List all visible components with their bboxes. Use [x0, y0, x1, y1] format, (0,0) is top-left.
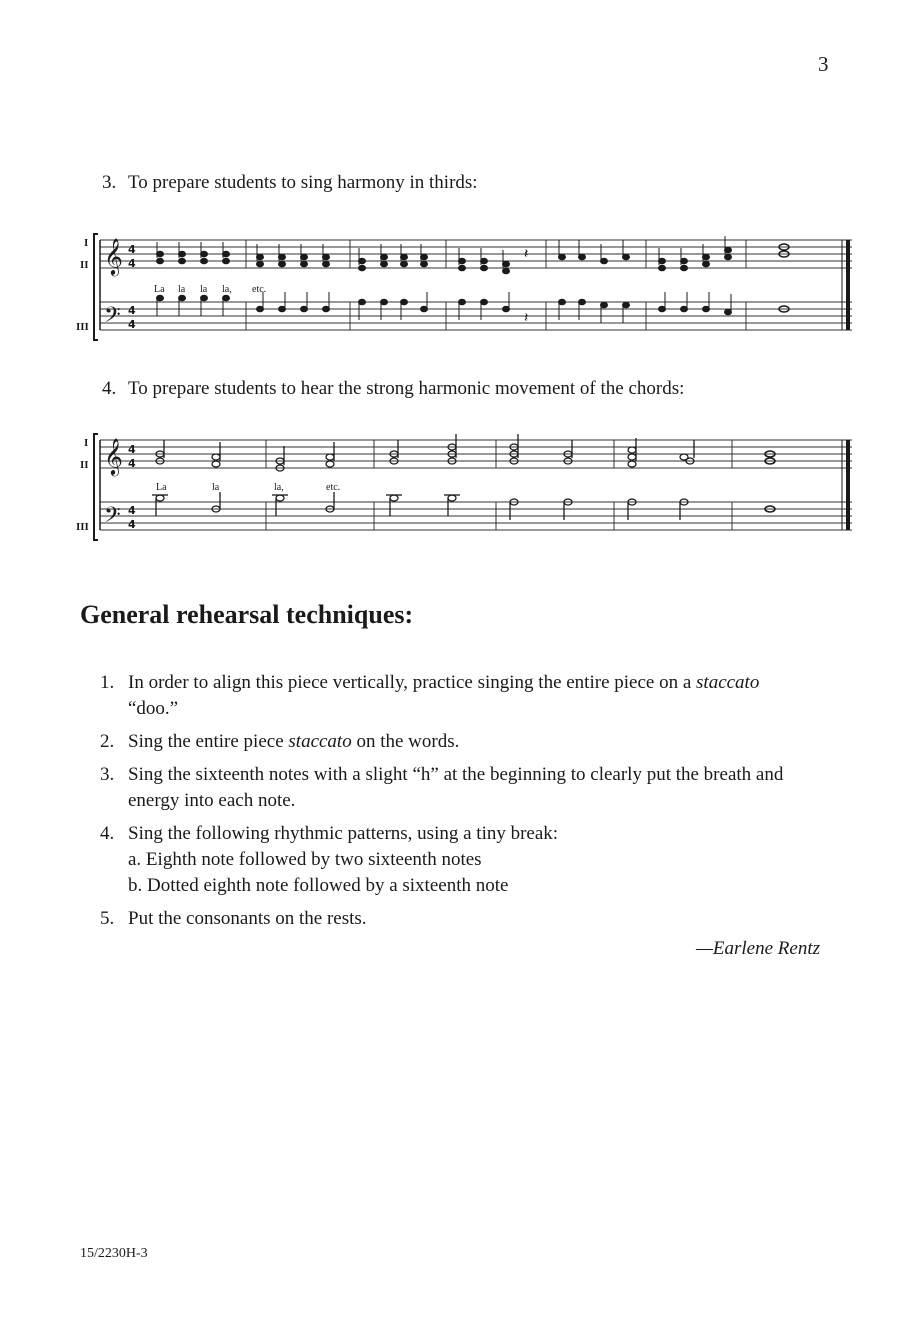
- bass-staff: [100, 302, 852, 330]
- technique-text-end: on the words.: [351, 731, 460, 752]
- score-brace: [94, 234, 98, 340]
- technique-item: [100, 670, 800, 722]
- syllable-4: la,: [222, 284, 232, 295]
- technique-text: Sing the entire piece: [128, 731, 289, 752]
- technique-number: 5.: [100, 908, 115, 929]
- part-label-1: I: [84, 437, 89, 449]
- part-label-2: II: [80, 259, 89, 271]
- syllable-3: la,: [274, 482, 284, 493]
- technique-text: Sing the following rhythmic patterns, using a tiny break:: [128, 823, 559, 844]
- part-label-1: I: [84, 237, 89, 249]
- syllable-1: La: [154, 284, 165, 295]
- treble-syllables: [156, 482, 340, 493]
- section-heading: General rehearsal techniques:: [80, 600, 414, 629]
- treble-clef-icon: 𝄞: [104, 437, 123, 475]
- technique-subitem-b: b. Dotted eighth note followed by a sixteenth note: [128, 875, 509, 896]
- technique-text-end: “doo.”: [128, 698, 179, 719]
- time-signature-top: 4: [128, 443, 136, 456]
- syllable-3: la: [200, 284, 208, 295]
- technique-item: [100, 762, 800, 814]
- bass-staff: [100, 502, 852, 530]
- bass-clef-icon: 𝄢: [104, 503, 121, 533]
- treble-staff: [100, 240, 852, 268]
- time-signature-bottom-bass: 4: [128, 318, 136, 331]
- technique-text: Put the consonants on the rests.: [128, 908, 367, 929]
- syllable-2: la: [212, 482, 220, 493]
- exercise-3-number: 3.: [102, 172, 117, 193]
- time-signature-top-bass: 4: [128, 504, 136, 517]
- exercise-4-text: To prepare students to hear the strong harmonic movement of the chords:: [128, 378, 685, 399]
- technique-item: [100, 729, 800, 755]
- treble-syllables: [154, 284, 266, 295]
- technique-item: [100, 906, 800, 932]
- syllable-2: la: [178, 284, 186, 295]
- time-signature-bottom: 4: [128, 457, 136, 470]
- technique-item: [100, 821, 800, 899]
- technique-number: 3.: [100, 764, 115, 785]
- syllable-4: etc.: [326, 482, 341, 493]
- svg-text:𝄽: 𝄽: [524, 247, 529, 262]
- author-signature: —Earlene Rentz: [695, 938, 820, 959]
- time-signature-top-bass: 4: [128, 304, 136, 317]
- technique-number: 1.: [100, 672, 115, 693]
- part-label-2: II: [80, 459, 89, 471]
- treble-clef-icon: 𝄞: [104, 237, 123, 275]
- technique-emphasis: staccato: [288, 731, 352, 752]
- exercise-4-score: [68, 430, 858, 542]
- technique-text: Sing the sixteenth notes with a slight “h” at the beginning to clearly put the breath and energy into each note.: [128, 764, 784, 811]
- exercise-4-number: 4.: [102, 378, 117, 399]
- part-label-3: III: [76, 321, 89, 333]
- page-number: 3: [818, 52, 829, 76]
- treble-staff: [100, 440, 852, 468]
- technique-subitem-a: a. Eighth note followed by two sixteenth notes: [128, 849, 482, 870]
- technique-number: 4.: [100, 823, 115, 844]
- part-label-3: III: [76, 521, 89, 533]
- time-signature-top: 4: [128, 243, 136, 256]
- footer-catalog-code: 15/2230H-3: [80, 1246, 148, 1261]
- exercise-3-text: To prepare students to sing harmony in thirds:: [128, 172, 478, 193]
- techniques-list: [100, 670, 800, 939]
- syllable-5: etc.: [252, 284, 267, 295]
- svg-text:𝄽: 𝄽: [524, 311, 529, 326]
- syllable-1: La: [156, 482, 167, 493]
- bass-clef-icon: 𝄢: [104, 303, 121, 333]
- exercise-3-score: [68, 230, 858, 342]
- technique-emphasis: staccato: [696, 672, 760, 693]
- technique-number: 2.: [100, 731, 115, 752]
- exercise-4-heading: [102, 378, 684, 400]
- exercise-3-heading: [102, 172, 478, 194]
- time-signature-bottom: 4: [128, 257, 136, 270]
- technique-text: In order to align this piece vertically, practice singing the entire piece on a: [128, 672, 697, 693]
- score-brace: [94, 434, 98, 540]
- time-signature-bottom-bass: 4: [128, 518, 136, 531]
